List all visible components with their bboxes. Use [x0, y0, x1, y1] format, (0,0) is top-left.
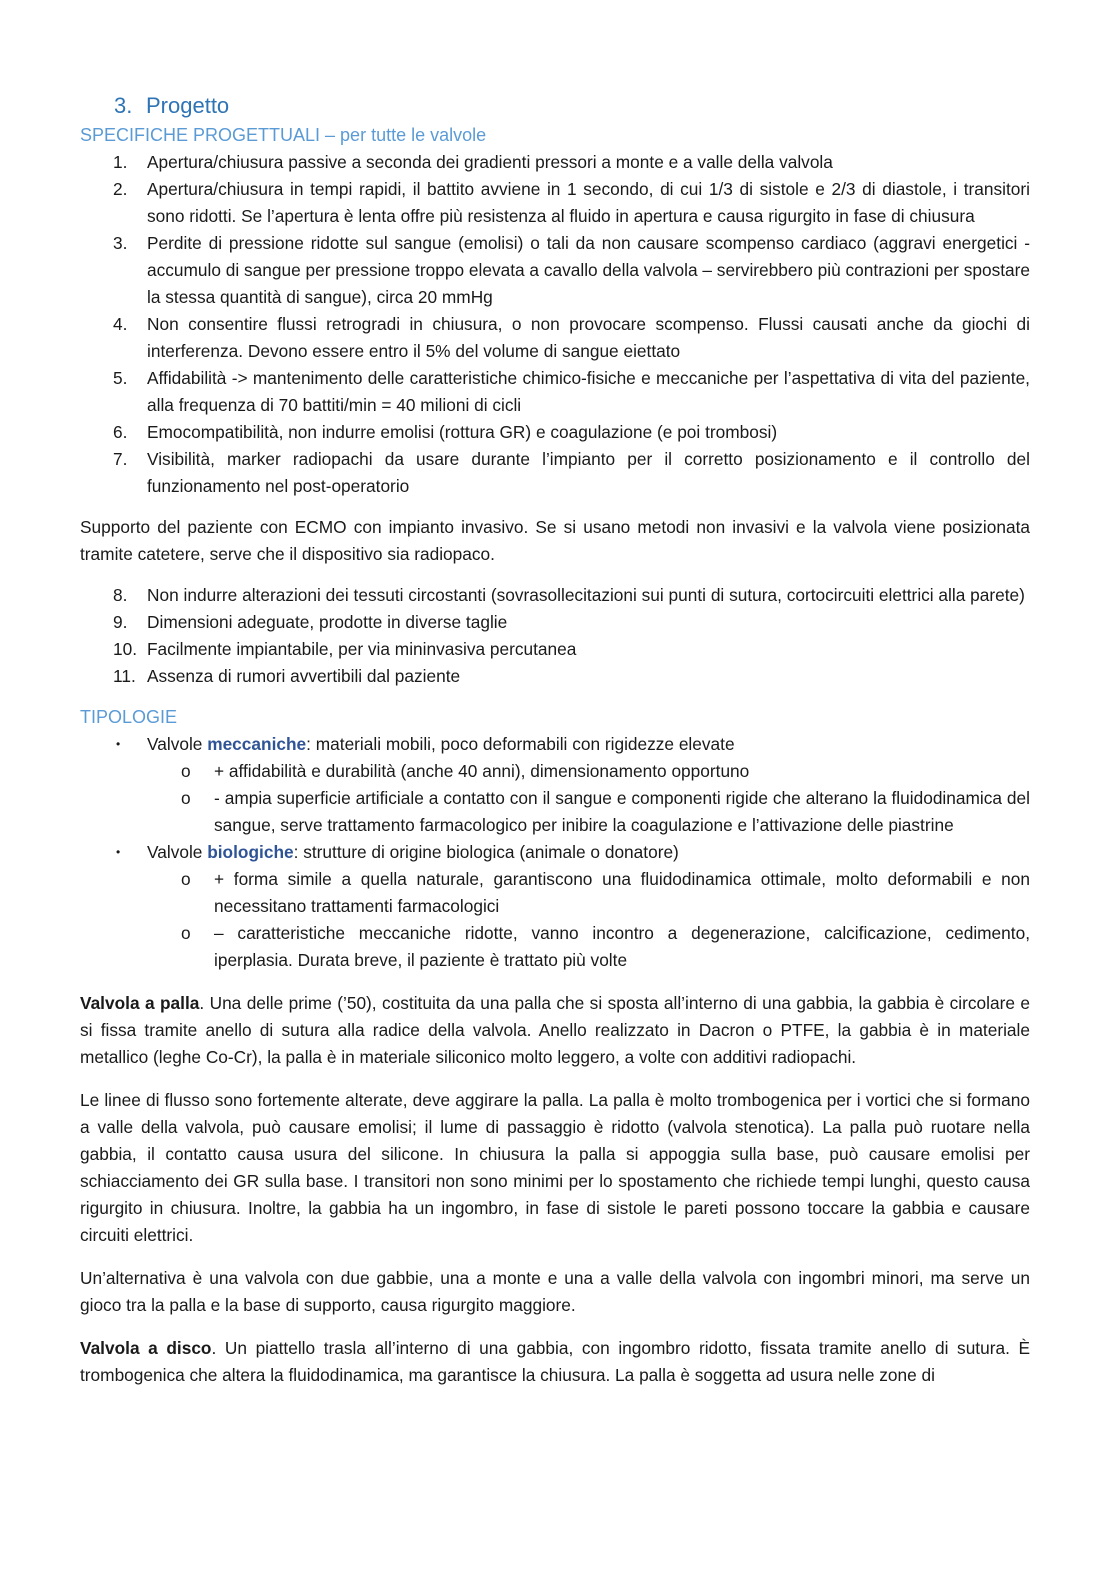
section-number: 3. — [114, 93, 133, 118]
type-description: : materiali mobili, poco deformabili con rigidezze elevate — [306, 734, 735, 754]
bullet-icon: • — [116, 845, 121, 859]
list-number: 1. — [113, 152, 128, 172]
ball-valve-alternative-paragraph: Un’alternativa è una valvola con due gabbie, una a monte e una a valle della valvola con ingombri minori, ma serve un gioco tra la palla e la base di supporto, causa rigurgito maggiore. — [80, 1268, 1030, 1315]
ball-valve-paragraph — [80, 990, 1030, 1071]
list-text: Emocompatibilità, non indurre emolisi (rottura GR) e coagulazione (e poi trombosi) — [147, 422, 778, 442]
list-text: Non indurre alterazioni dei tessuti circostanti (sovrasollecitazioni sui punti di sutura, cortocircuiti elettrici alla parete) — [147, 585, 1025, 605]
list-item — [80, 149, 1030, 176]
list-number: 2. — [113, 179, 128, 199]
list-item — [80, 636, 1030, 663]
list-item — [80, 176, 1030, 230]
types-list — [80, 731, 1030, 974]
sub-item-con — [147, 785, 1030, 839]
section-title — [114, 90, 1030, 122]
list-number: 9. — [113, 612, 128, 632]
disc-valve-text: . Un piattello trasla all’interno di una gabbia, con ingombro ridotto, fissata tramite anello di sutura. È trombogenica che altera la fluidodinamica, ma garantisce la chiusura. La palla è soggetta ad usura nelle zone di — [80, 1338, 1030, 1385]
biological-sublist — [147, 866, 1030, 974]
list-text: Perdite di pressione ridotte sul sangue (emolisi) o tali da non causare scompenso cardiaco (aggravi energetici - accumulo di sangue per pressione troppo elevata a cavallo della valvola – servirebbero più contrazioni per spostare la stessa quantità di sangue), circa 20 mmHg — [147, 233, 1030, 307]
list-number: 6. — [113, 422, 128, 442]
type-item-biological — [80, 839, 1030, 974]
list-number: 5. — [113, 368, 128, 388]
type-prefix: Valvole — [147, 842, 208, 862]
list-text: Apertura/chiusura passive a seconda dei gradienti pressori a monte e a valle della valvola — [147, 152, 833, 172]
list-item — [80, 230, 1030, 311]
specs-heading: SPECIFICHE PROGETTUALI – per tutte le valvole — [80, 125, 487, 145]
list-text: Visibilità, marker radiopachi da usare durante l’impianto per il corretto posizionamento e il controllo del funzionamento nel post-operatorio — [147, 449, 1030, 496]
sub-item-con — [147, 920, 1030, 974]
ball-valve-title: Valvola a palla — [80, 993, 200, 1013]
list-item — [80, 446, 1030, 500]
specs-list-continued — [80, 582, 1030, 690]
ball-valve-flow-paragraph: Le linee di flusso sono fortemente alterate, deve aggirare la palla. La palla è molto trombogenica per i vortici che si formano a valle della valvola, può causare emolisi; il lume di passaggio è ridotto (valvola stenotica). La palla può ruotare nella gabbia, il contatto causa usura del silicone. In chiusura la palla si appoggia sulla base, può causare emolisi per schiacciamento dei GR sulla base. I transitori non sono minimi per lo spostamento che richiede tempi lunghi, questo causa rigurgito in chiusura. Inoltre, la gabbia ha un ingombro, in fase di sistole le pareti possono toccare la gabbia e causare circuiti elettrici. — [80, 1090, 1030, 1245]
type-keyword: biologiche — [207, 842, 294, 862]
specs-list — [80, 149, 1030, 500]
circle-bullet-icon: o — [181, 788, 191, 808]
list-number: 10. — [113, 639, 138, 659]
circle-bullet-icon: o — [181, 923, 191, 943]
list-item — [80, 365, 1030, 419]
ecmo-note: Supporto del paziente con ECMO con impianto invasivo. Se si usano metodi non invasivi e la valvola viene posizionata tramite catetere, serve che il dispositivo sia radiopaco. — [80, 517, 1030, 564]
list-number: 7. — [113, 449, 128, 469]
list-number: 4. — [113, 314, 128, 334]
type-keyword: meccaniche — [207, 734, 307, 754]
list-item — [80, 419, 1030, 446]
disc-valve-title: Valvola a disco — [80, 1338, 212, 1358]
list-text: Affidabilità -> mantenimento delle caratteristiche chimico-fisiche e meccaniche per l’aspettativa di vita del paziente, alla frequenza di 70 battiti/min = 40 milioni di cicli — [147, 368, 1030, 415]
sub-item-text: – caratteristiche meccaniche ridotte, vanno incontro a degenerazione, calcificazione, cedimento, iperplasia. Durata breve, il paziente è trattato più volte — [214, 923, 1030, 970]
circle-bullet-icon: o — [181, 761, 191, 781]
ball-valve-text: . Una delle prime (’50), costituita da una palla che si sposta all’interno di una gabbia, la gabbia è circolare e si fissa tramite anello di sutura alla radice della valvola. Anello realizzato in Dacron o PTFE, la gabbia è in materiale metallico (leghe Co-Cr), la palla è in materiale siliconico molto leggero, a volte con additivi radiopachi. — [80, 993, 1030, 1067]
sub-item-text: - ampia superficie artificiale a contatto con il sangue e componenti rigide che alterano la fluidodinamica del sangue, serve trattamento farmacologico per inibire la coagulazione e l’attivazione delle piastrine — [214, 788, 1030, 835]
sub-item-pro — [147, 758, 1030, 785]
type-prefix: Valvole — [147, 734, 208, 754]
list-text: Dimensioni adeguate, prodotte in diverse taglie — [147, 612, 508, 632]
circle-bullet-icon: o — [181, 869, 191, 889]
list-number: 11. — [113, 666, 136, 686]
types-heading: TIPOLOGIE — [80, 707, 178, 727]
bullet-icon: • — [116, 737, 121, 751]
list-item — [80, 311, 1030, 365]
list-text: Non consentire flussi retrogradi in chiusura, o non provocare scompenso. Flussi causati anche da giochi di interferenza. Devono essere entro il 5% del volume di sangue eiettato — [147, 314, 1030, 361]
type-item-mechanical — [80, 731, 1030, 839]
list-item — [80, 609, 1030, 636]
document-page — [80, 90, 1030, 1389]
list-text: Facilmente impiantabile, per via mininvasiva percutanea — [147, 639, 577, 659]
sub-item-pro — [147, 866, 1030, 920]
list-number: 3. — [113, 233, 128, 253]
section-title-text: Progetto — [146, 93, 230, 118]
list-text: Assenza di rumori avvertibili dal paziente — [147, 666, 461, 686]
sub-item-text: + affidabilità e durabilità (anche 40 anni), dimensionamento opportuno — [214, 761, 750, 781]
list-number: 8. — [113, 585, 128, 605]
disc-valve-paragraph — [80, 1335, 1030, 1389]
sub-item-text: + forma simile a quella naturale, garantiscono una fluidodinamica ottimale, molto deformabili e non necessitano trattamenti farmacologici — [214, 869, 1030, 916]
list-item — [80, 582, 1030, 609]
mechanical-sublist — [147, 758, 1030, 839]
list-text: Apertura/chiusura in tempi rapidi, il battito avviene in 1 secondo, di cui 1/3 di sistole e 2/3 di diastole, i transitori sono ridotti. Se l’apertura è lenta offre più resistenza al fluido in apertura e causa rigurgito in fase di chiusura — [147, 179, 1030, 226]
list-item — [80, 663, 1030, 690]
type-description: : strutture di origine biologica (animale o donatore) — [293, 842, 679, 862]
